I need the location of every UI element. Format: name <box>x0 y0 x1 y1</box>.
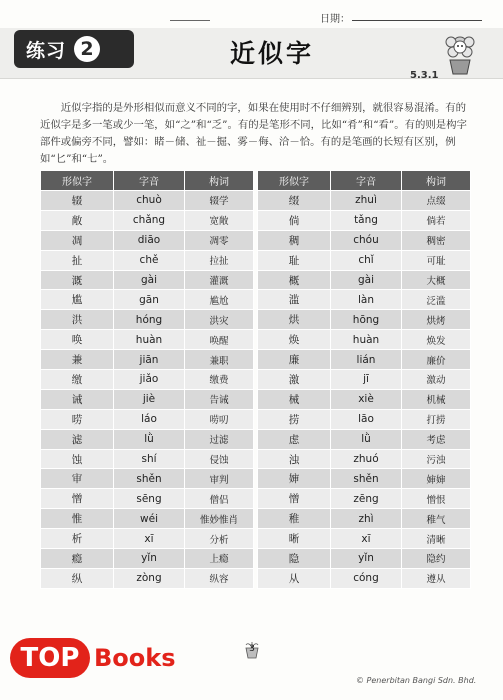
word-cell: 分析 <box>185 529 254 549</box>
date-label: 日期： <box>320 14 350 25</box>
page-number: 3 <box>249 644 255 654</box>
lesson-tag <box>14 30 134 68</box>
header-cell: 构词 <box>402 171 471 191</box>
table-row <box>41 449 471 469</box>
character-cell: 尴 <box>41 290 114 310</box>
pinyin-cell: shí <box>114 449 185 469</box>
table-row <box>41 191 471 211</box>
similar-characters-table <box>40 170 470 589</box>
table-row <box>41 389 471 409</box>
word-cell: 僧侣 <box>185 489 254 509</box>
header-cell: 字音 <box>114 171 185 191</box>
character-cell: 晰 <box>258 529 331 549</box>
table-row <box>41 230 471 250</box>
pinyin-cell: chě <box>114 250 185 270</box>
word-cell: 污浊 <box>402 449 471 469</box>
word-cell: 纵容 <box>185 568 254 588</box>
pinyin-cell: zhì <box>331 509 402 529</box>
character-cell: 析 <box>41 529 114 549</box>
word-cell: 大概 <box>402 270 471 290</box>
character-cell: 婶 <box>258 469 331 489</box>
logo-books: Books <box>94 644 176 672</box>
word-cell: 憎恨 <box>402 489 471 509</box>
flower-pot-icon <box>440 30 480 76</box>
pinyin-cell: xiè <box>331 389 402 409</box>
word-cell: 焕发 <box>402 330 471 350</box>
pinyin-cell: gài <box>331 270 402 290</box>
table-row <box>41 370 471 390</box>
word-cell: 告诫 <box>185 389 254 409</box>
table-row <box>41 250 471 270</box>
table-row <box>41 509 471 529</box>
pinyin-cell: làn <box>331 290 402 310</box>
character-cell: 廉 <box>258 350 331 370</box>
word-cell: 打捞 <box>402 409 471 429</box>
character-cell: 焕 <box>258 330 331 350</box>
pinyin-cell: shěn <box>331 469 402 489</box>
character-cell: 凋 <box>41 230 114 250</box>
intro-paragraph: 近似字指的是外形相似而意义不同的字，如果在使用时不仔细辨别，就很容易混淆。有的近似字是多一笔或少一笔，如“之”和“乏”。有的是笔形不同，比如“肴”和“看”。有的则是构字部件或偏旁不同，譬如：睹－储、祉－掘、雾－侮、洽－恰。有的是笔画的长短有区别，例如“匕”和“七”。 <box>40 102 467 165</box>
character-cell: 诫 <box>41 389 114 409</box>
word-cell: 点缀 <box>402 191 471 211</box>
word-cell: 婶婶 <box>402 469 471 489</box>
lesson-number: 2 <box>74 36 100 62</box>
word-cell: 兼职 <box>185 350 254 370</box>
header-cell: 构词 <box>185 171 254 191</box>
word-cell: 尴尬 <box>185 290 254 310</box>
character-cell: 瘾 <box>41 549 114 569</box>
character-cell: 憎 <box>258 489 331 509</box>
copyright: © Penerbitan Bangi Sdn. Bhd. <box>356 676 477 685</box>
pinyin-cell: gài <box>114 270 185 290</box>
word-cell: 烘烤 <box>402 310 471 330</box>
pinyin-cell: yǐn <box>114 549 185 569</box>
character-cell: 辍 <box>41 191 114 211</box>
table-row <box>41 568 471 588</box>
pinyin-cell: zhuó <box>331 449 402 469</box>
pinyin-cell: huàn <box>331 330 402 350</box>
lesson-code: 5.3.1 <box>410 70 439 81</box>
character-cell: 溉 <box>41 270 114 290</box>
header-cell: 形似字 <box>258 171 331 191</box>
word-cell: 上瘾 <box>185 549 254 569</box>
word-cell: 机械 <box>402 389 471 409</box>
header-cell: 字音 <box>331 171 402 191</box>
table-row <box>41 409 471 429</box>
pinyin-cell: sēng <box>114 489 185 509</box>
character-cell: 从 <box>258 568 331 588</box>
character-cell: 捞 <box>258 409 331 429</box>
word-cell: 隐约 <box>402 549 471 569</box>
pinyin-cell: jiǎo <box>114 370 185 390</box>
pinyin-cell: tǎng <box>331 210 402 230</box>
character-cell: 纵 <box>41 568 114 588</box>
character-cell: 滤 <box>41 429 114 449</box>
pinyin-cell: lāo <box>331 409 402 429</box>
pinyin-cell: lǜ <box>114 429 185 449</box>
pinyin-cell: lián <box>331 350 402 370</box>
table-row <box>41 290 471 310</box>
header-divider <box>170 20 210 21</box>
logo-top: TOP <box>10 638 90 678</box>
pinyin-cell: huàn <box>114 330 185 350</box>
word-cell: 唤醒 <box>185 330 254 350</box>
pinyin-cell: lǜ <box>331 429 402 449</box>
pinyin-cell: jiān <box>114 350 185 370</box>
pinyin-cell: láo <box>114 409 185 429</box>
character-cell: 滥 <box>258 290 331 310</box>
character-cell: 虑 <box>258 429 331 449</box>
pinyin-cell: zēng <box>331 489 402 509</box>
pinyin-cell: zòng <box>114 568 185 588</box>
word-cell: 稚气 <box>402 509 471 529</box>
word-cell: 可耻 <box>402 250 471 270</box>
table-header-row <box>41 171 471 191</box>
lesson-label: 练习 <box>26 39 67 62</box>
character-cell: 耻 <box>258 250 331 270</box>
table-row <box>41 270 471 290</box>
table-row <box>41 330 471 350</box>
word-cell: 侵蚀 <box>185 449 254 469</box>
word-cell: 稠密 <box>402 230 471 250</box>
table-row <box>41 310 471 330</box>
pinyin-cell: yǐn <box>331 549 402 569</box>
word-cell: 遵从 <box>402 568 471 588</box>
character-cell: 烘 <box>258 310 331 330</box>
table-row <box>41 529 471 549</box>
character-cell: 概 <box>258 270 331 290</box>
pinyin-cell: chóu <box>331 230 402 250</box>
character-cell: 隐 <box>258 549 331 569</box>
table-row <box>41 350 471 370</box>
character-cell: 稠 <box>258 230 331 250</box>
character-cell: 浊 <box>258 449 331 469</box>
page-number-badge <box>242 640 262 660</box>
word-cell: 辍学 <box>185 191 254 211</box>
topbooks-logo <box>6 632 191 694</box>
character-cell: 倘 <box>258 210 331 230</box>
word-cell: 过滤 <box>185 429 254 449</box>
word-cell: 考虑 <box>402 429 471 449</box>
pinyin-cell: chǐ <box>331 250 402 270</box>
pinyin-cell: hóng <box>114 310 185 330</box>
table-row <box>41 210 471 230</box>
character-cell: 敞 <box>41 210 114 230</box>
pinyin-cell: cóng <box>331 568 402 588</box>
pinyin-cell: jiè <box>114 389 185 409</box>
page-title: 近似字 <box>230 39 315 68</box>
pinyin-cell: gān <box>114 290 185 310</box>
pinyin-cell: zhuì <box>331 191 402 211</box>
character-cell: 激 <box>258 370 331 390</box>
table-row <box>41 489 471 509</box>
pinyin-cell: jī <box>331 370 402 390</box>
character-cell: 械 <box>258 389 331 409</box>
pinyin-cell: xī <box>114 529 185 549</box>
character-cell: 缴 <box>41 370 114 390</box>
pinyin-cell: shěn <box>114 469 185 489</box>
word-cell: 泛滥 <box>402 290 471 310</box>
word-cell: 清晰 <box>402 529 471 549</box>
date-field[interactable] <box>352 20 482 21</box>
pinyin-cell: xī <box>331 529 402 549</box>
word-cell: 灌溉 <box>185 270 254 290</box>
character-cell: 稚 <box>258 509 331 529</box>
pinyin-cell: hōng <box>331 310 402 330</box>
word-cell: 廉价 <box>402 350 471 370</box>
character-cell: 唠 <box>41 409 114 429</box>
pinyin-cell: diāo <box>114 230 185 250</box>
word-cell: 凋零 <box>185 230 254 250</box>
word-cell: 缴费 <box>185 370 254 390</box>
header-cell: 形似字 <box>41 171 114 191</box>
table-row <box>41 469 471 489</box>
table-row <box>41 429 471 449</box>
character-cell: 扯 <box>41 250 114 270</box>
character-cell: 憎 <box>41 489 114 509</box>
character-cell: 惟 <box>41 509 114 529</box>
word-cell: 唠叨 <box>185 409 254 429</box>
character-cell: 兼 <box>41 350 114 370</box>
word-cell: 惟妙惟肖 <box>185 509 254 529</box>
word-cell: 宽敞 <box>185 210 254 230</box>
character-cell: 唤 <box>41 330 114 350</box>
page-header <box>0 0 503 90</box>
character-cell: 审 <box>41 469 114 489</box>
character-cell: 洪 <box>41 310 114 330</box>
pinyin-cell: chǎng <box>114 210 185 230</box>
table-row <box>41 549 471 569</box>
pinyin-cell: wéi <box>114 509 185 529</box>
word-cell: 倘若 <box>402 210 471 230</box>
character-cell: 缀 <box>258 191 331 211</box>
word-cell: 拉扯 <box>185 250 254 270</box>
word-cell: 洪灾 <box>185 310 254 330</box>
character-cell: 蚀 <box>41 449 114 469</box>
word-cell: 激动 <box>402 370 471 390</box>
word-cell: 审判 <box>185 469 254 489</box>
pinyin-cell: chuò <box>114 191 185 211</box>
